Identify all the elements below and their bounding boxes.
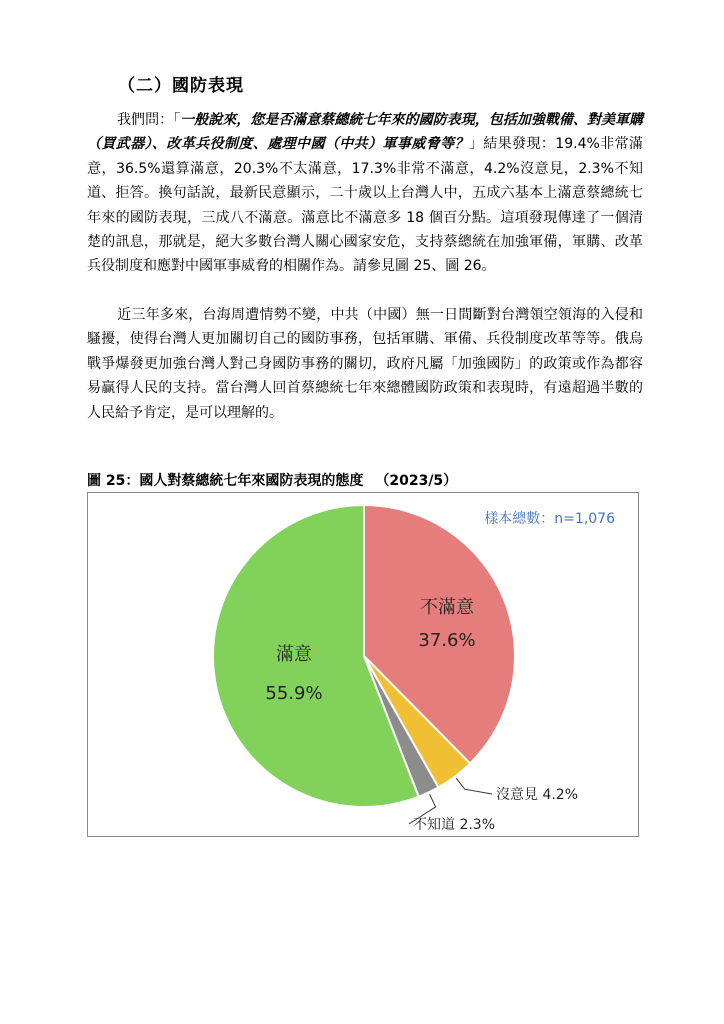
paragraph-2 xyxy=(87,303,643,425)
slice-value-3: 55.9% xyxy=(265,683,323,704)
leader-line-1 xyxy=(456,778,492,794)
paragraph-2-text: 近三年多來，台海周遭情勢不變，中共（中國）無一日間斷對台灣領空領海的入侵和騷擾，使得台灣人更加關切自己的國防事務，包括軍購、軍備、兵役制度改革等等。俄烏戰爭爆發更加強台灣人對己身國防事務的關切，政府凡屬「加強國防」的政策或作為都容易贏得人民的支持。當台灣人回首蔡總統七年來總體國防政策和表現時，有遠超過半數的人民給予肯定，是可以理解的。 xyxy=(87,307,643,421)
survey-question: 一般說來，您是否滿意蔡總統七年來的國防表現，包括加強戰備、對美軍購（買武器）、改革兵役制度、處理中國（中共）軍事威脅等？ xyxy=(87,112,644,153)
figure-caption xyxy=(87,470,457,490)
sample-size-note: 樣本總數：n=1,076 xyxy=(484,511,615,527)
slice-label-1: 沒意見 4.2% xyxy=(496,787,579,803)
section-heading: （二）國防表現 xyxy=(118,76,244,96)
slice-label-0: 不滿意 xyxy=(420,597,474,618)
paragraph-1 xyxy=(87,108,643,279)
figure-date: （2023/5） xyxy=(375,473,458,489)
slice-label-3: 滿意 xyxy=(276,644,312,665)
slice-value-0: 37.6% xyxy=(418,630,476,651)
paragraph-1-rest: 」結果發現：19.4%非常滿意，36.5%還算滿意，20.3%不太滿意，17.3%非常不滿意，4.2%沒意見，2.3%不知道、拒答。換句話說，最新民意顯示，二十歲以上台灣人中，五成六基本上滿意蔡總統七年來的國防表現，三成八不滿意。滿意比不滿意多 18 個百分點。這項發現傳達了一個清楚的訊息，那就是，絕大多數台灣人關心國家安危，支持蔡總統在加強軍備，軍購、改革兵役制度和應對中國軍事威脅的相關作為。請參見圖 25、圖 26。 xyxy=(87,136,643,275)
paragraph-1-lead: 我們問：「 xyxy=(117,112,181,128)
slice-label-2: 不知道 2.3% xyxy=(413,817,496,833)
pie-chart-frame xyxy=(87,492,639,837)
pie-chart xyxy=(88,493,638,836)
figure-caption-text: 圖 25：國人對蔡總統七年來國防表現的態度 xyxy=(87,473,364,489)
